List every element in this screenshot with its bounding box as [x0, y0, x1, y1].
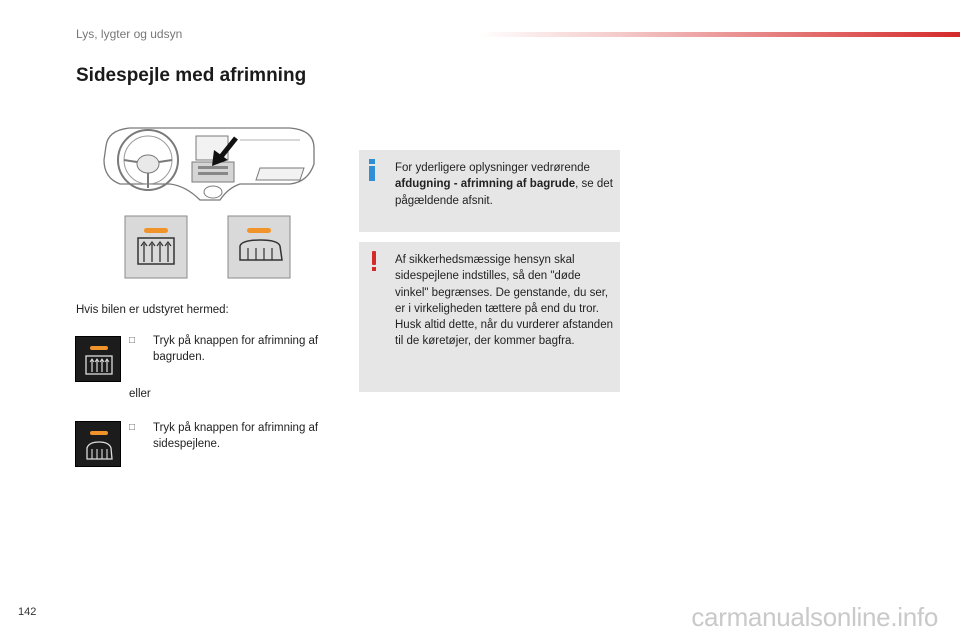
page-number: 142: [18, 606, 37, 618]
page-title: Sidespejle med afrimning: [76, 65, 307, 86]
warning-icon: [370, 251, 378, 273]
info-note: [359, 150, 620, 232]
step-bullet-icon: □: [129, 422, 136, 433]
info-icon: [368, 159, 376, 181]
rear-window-defrost-button-image: [75, 336, 121, 382]
info-text-after: , se det pågældende afsnit.: [395, 178, 613, 207]
dashboard-illustration: [100, 124, 318, 280]
header-accent-bar: [478, 32, 960, 37]
section-header: Lys, lygter og udsyn: [76, 27, 183, 41]
info-note-text: [395, 160, 614, 209]
led-indicator: [90, 346, 108, 350]
step-mirrors: [129, 420, 339, 452]
mirror-defrost-button-image: [75, 421, 121, 467]
or-text: eller: [129, 388, 151, 400]
step-text: Tryk på knappen for afrimning af bagruden.: [153, 335, 319, 363]
warning-note-text: Af sikkerhedsmæssige hensyn skal sidespejlene indstilles, så den "døde vinkel" begrænses. De genstande, du ser, er i virkeligheden tættere på end du tror. Husk altid dette, når du vurderer afstanden til de køretøjer, der kommer bagfra.: [395, 254, 613, 348]
led-indicator: [90, 431, 108, 435]
warning-note: [359, 242, 620, 392]
intro-text: Hvis bilen er udstyret hermed:: [76, 304, 229, 316]
watermark: carmanualsonline.info: [691, 602, 938, 632]
info-text-bold: afdugning - afrimning af bagrude: [395, 178, 576, 191]
step-bullet-icon: □: [129, 335, 136, 346]
info-text-before: For yderligere oplysninger vedrørende: [395, 162, 590, 174]
step-text: Tryk på knappen for afrimning af sidespejlene.: [153, 422, 319, 450]
rear-window-defrost-icon: [84, 354, 114, 376]
mirror-defrost-icon: [84, 439, 114, 461]
step-rear-window: [129, 333, 339, 365]
